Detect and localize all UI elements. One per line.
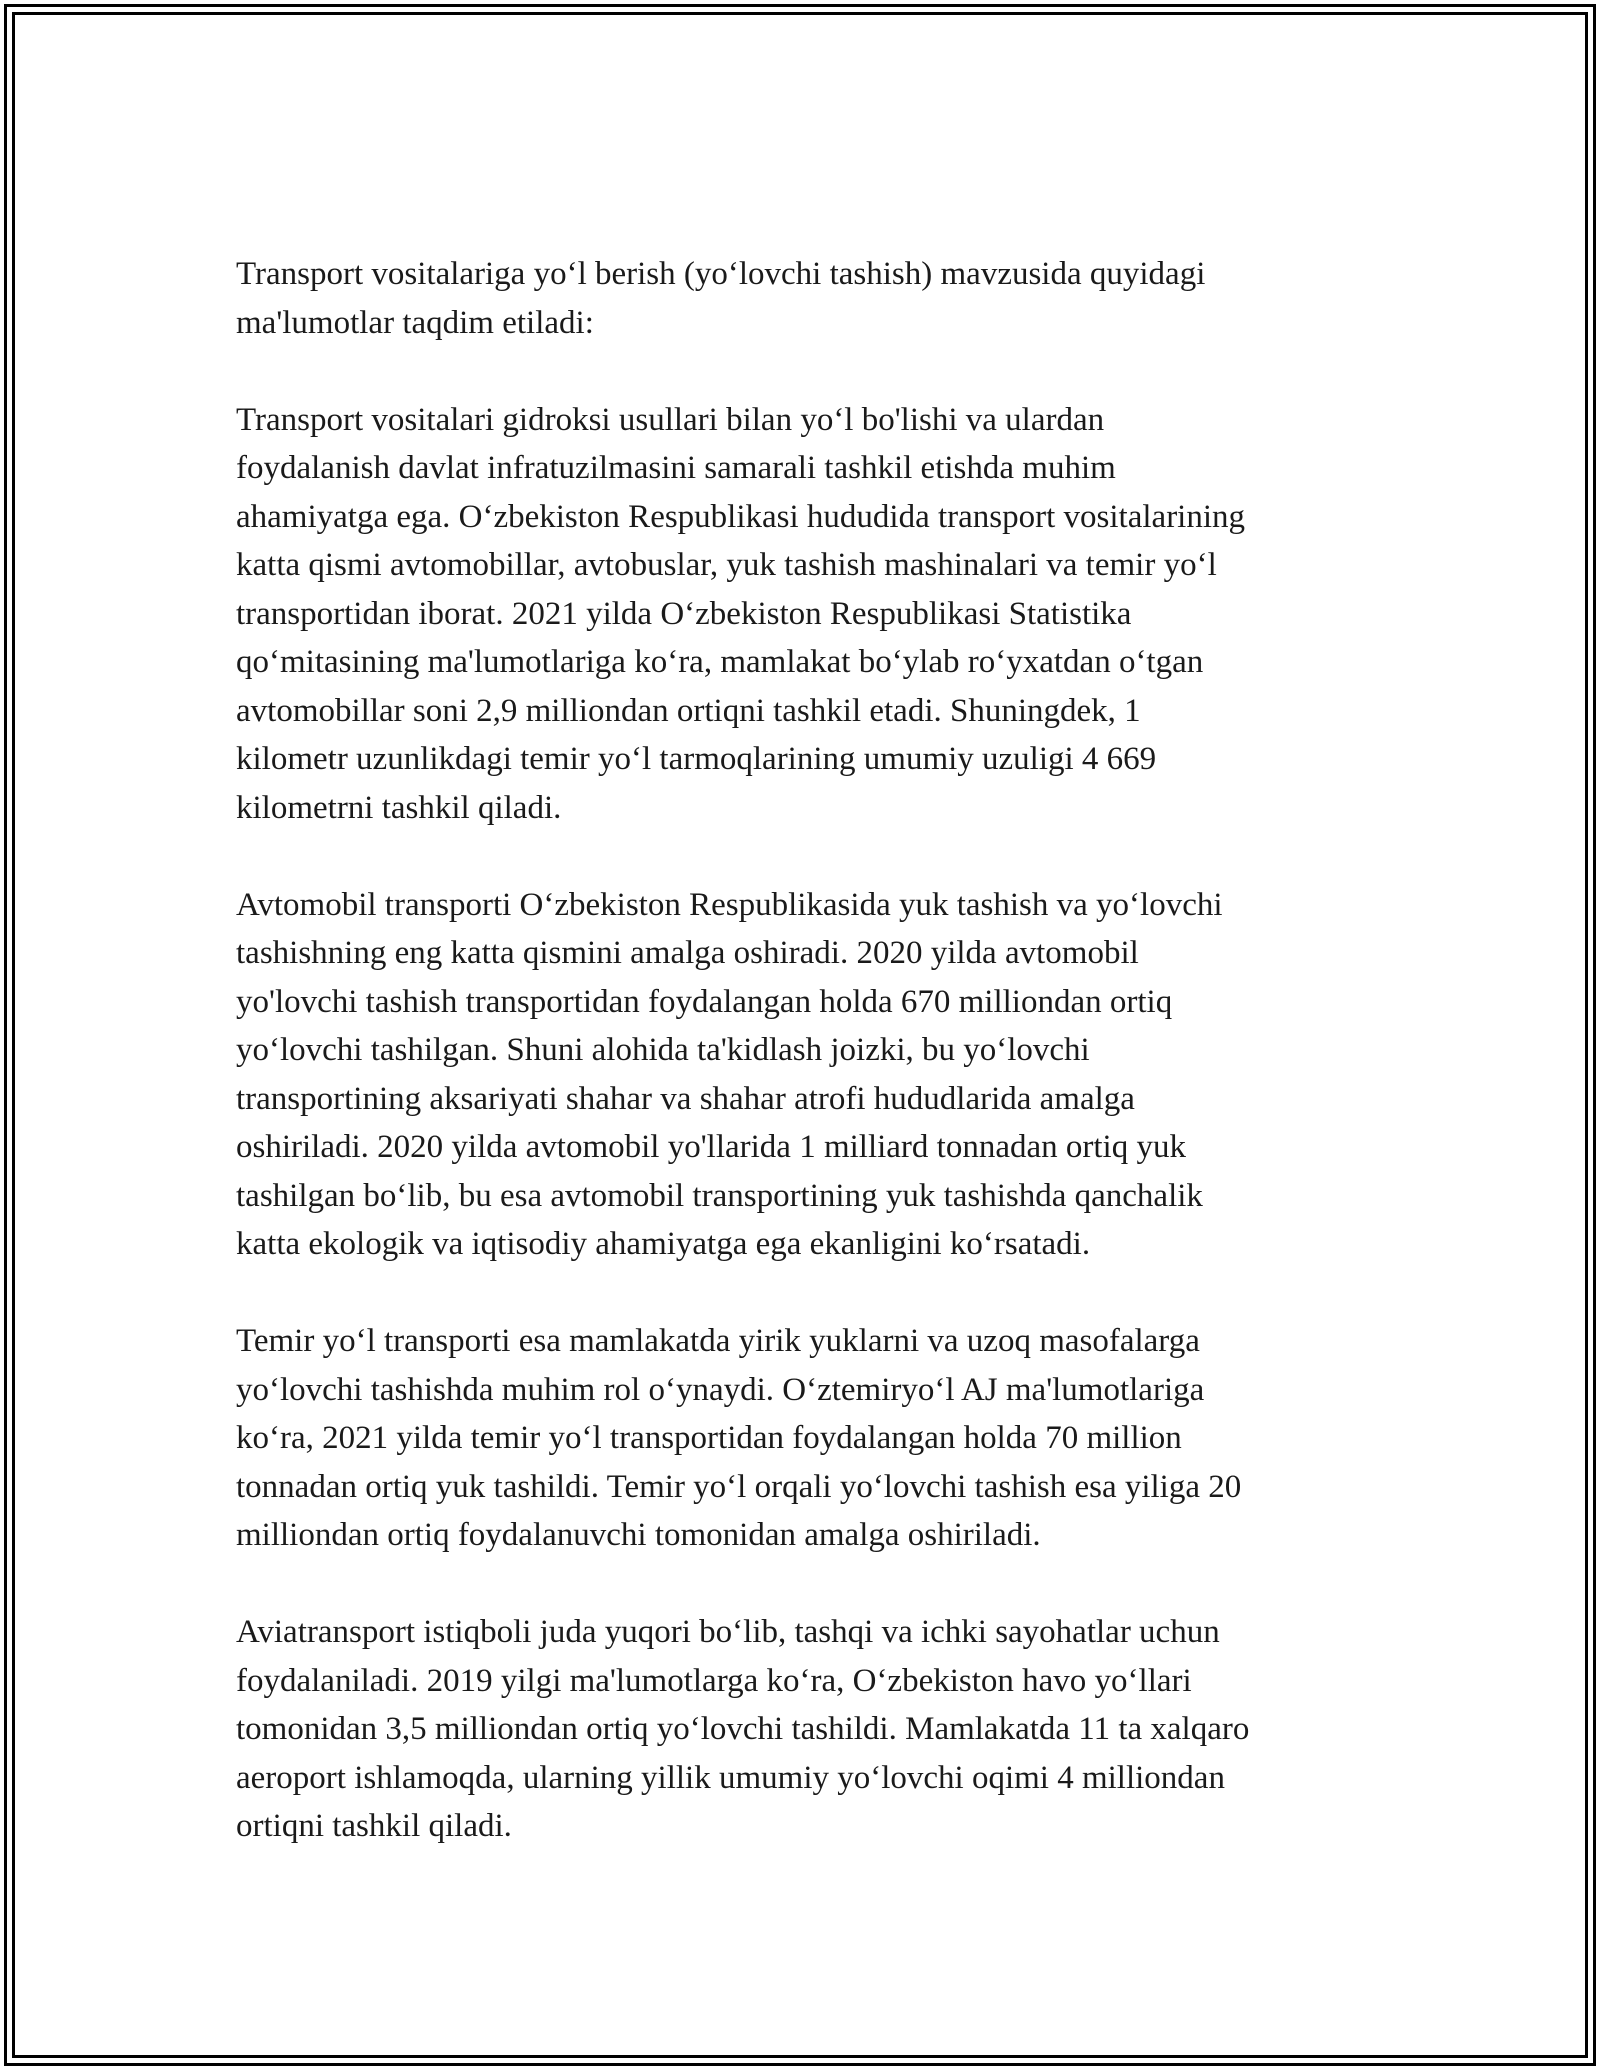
paragraph-intro: Transport vositalariga yo‘l berish (yo‘lovchi tashish) mavzusida quyidagi ma'lumotlar taqdim etiladi: xyxy=(236,256,1206,341)
paragraph-air-transport: Aviatransport istiqboli juda yuqori bo‘lib, tashqi va ichki sayohatlar uchun foydalaniladi. 2019 yilgi ma'lumotlarga ko‘ra, O‘zbekiston havo yo‘llari tomonidan 3,5 milliondan ortiq yo‘lovchi tashildi. Mamlakatda 11 ta xalqaro aeroport ishlamoqda, ularning yillik umumiy yo‘lovchi oqimi 4 milliondan ortiqni tashkil qiladi. xyxy=(236,1614,1250,1844)
document-body xyxy=(236,250,1366,1851)
paragraph-road-transport: Avtomobil transporti O‘zbekiston Respublikasida yuk tashish va yo‘lovchi tashishning eng katta qismini amalga oshiradi. 2020 yilda avtomobil yo'lovchi tashish transportidan foydalangan holda 670 milliondan ortiq yo‘lovchi tashilgan. Shuni alohida ta'kidlash joizki, bu yo‘lovchi transportining aksariyati shahar va shahar atrofi hududlarida amalga oshiriladi. 2020 yilda avtomobil yo'llarida 1 milliard tonnadan ortiq yuk tashilgan bo‘lib, bu esa avtomobil transportining yuk tashishda qanchalik katta ekologik va iqtisodiy ahamiyatga ega ekanligini ko‘rsatadi. xyxy=(236,886,1223,1262)
paragraph-rail-transport: Temir yo‘l transporti esa mamlakatda yirik yuklarni va uzoq masofalarga yo‘lovchi tashishda muhim rol o‘ynaydi. O‘ztemiryo‘l AJ ma'lumotlariga ko‘ra, 2021 yilda temir yo‘l transportidan foydalangan holda 70 million tonnadan ortiq yuk tashildi. Temir yo‘l orqali yo‘lovchi tashish esa yiliga 20 milliondan ortiq foydalanuvchi tomonidan amalga oshiriladi. xyxy=(236,1323,1242,1553)
paragraph-overview: Transport vositalari gidroksi usullari bilan yo‘l bo'lishi va ulardan foydalanish davlat infratuzilmasini samarali tashkil etishda muhim ahamiyatga ega. O‘zbekiston Respublikasi hududida transport vositalarining katta qismi avtomobillar, avtobuslar, yuk tashish mashinalari va temir yo‘l transportidan iborat. 2021 yilda O‘zbekiston Respublikasi Statistika qo‘mitasining ma'lumotlariga ko‘ra, mamlakat bo‘ylab ro‘yxatdan o‘tgan avtomobillar soni 2,9 milliondan ortiqni tashkil etadi. Shuningdek, 1 kilometr uzunlikdagi temir yo‘l tarmoqlarining umumiy uzuligi 4 669 kilometrni tashkil qiladi. xyxy=(236,401,1246,826)
